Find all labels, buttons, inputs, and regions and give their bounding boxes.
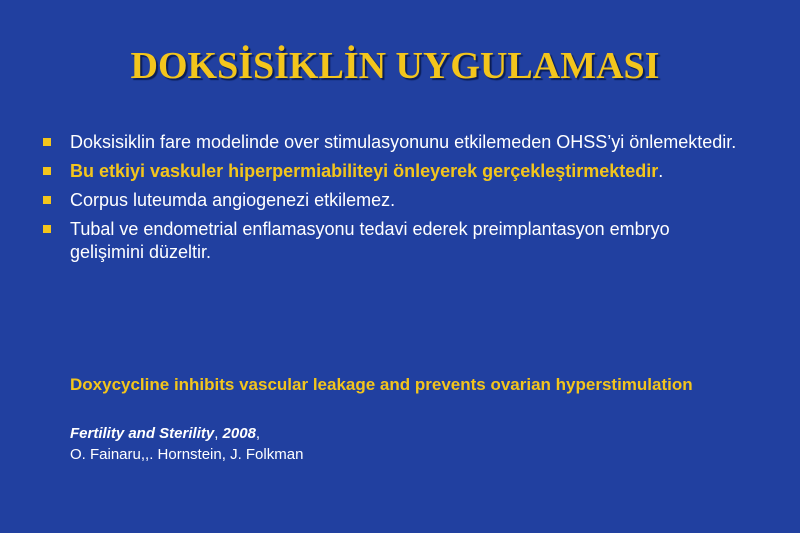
bullet-item <box>42 131 742 154</box>
bullet-suffix: . <box>658 161 664 181</box>
bullet-list <box>42 131 742 270</box>
bullet-text: Tubal ve endometrial enflamasyonu tedavi ederek preimplantasyon embryo gelişimini düzeltir. <box>70 219 670 262</box>
square-bullet-icon <box>43 167 51 175</box>
reference-title: Doxycycline inhibits vascular leakage and prevents ovarian hyperstimulation <box>70 375 693 394</box>
reference-block <box>70 374 800 465</box>
bullet-item-highlight <box>42 160 742 183</box>
bullet-text: Corpus luteumda angiogenezi etkilemez. <box>70 190 396 210</box>
reference-citation <box>70 423 800 444</box>
reference-separator: , <box>214 425 223 442</box>
bullet-item <box>42 218 742 264</box>
reference-year-separator: , <box>255 425 261 442</box>
reference-journal: Fertility and Sterility <box>70 425 215 442</box>
bullet-item <box>42 189 742 212</box>
reference-authors: O. Fainaru,,. Hornstein, J. Folkman <box>70 446 304 463</box>
square-bullet-icon <box>43 196 51 204</box>
bullet-text: Doksisiklin fare modelinde over stimulasyonunu etkilemeden OHSS’yi önlemektedir. <box>70 132 737 152</box>
bullet-text: Bu etkiyi vaskuler hiperpermiabiliteyi önleyerek gerçekleştirmektedir <box>70 161 659 181</box>
square-bullet-icon <box>43 138 51 146</box>
reference-year: 2008 <box>222 425 256 442</box>
square-bullet-icon <box>43 225 51 233</box>
slide-title: DOKSİSİKLİN UYGULAMASI <box>130 45 660 87</box>
